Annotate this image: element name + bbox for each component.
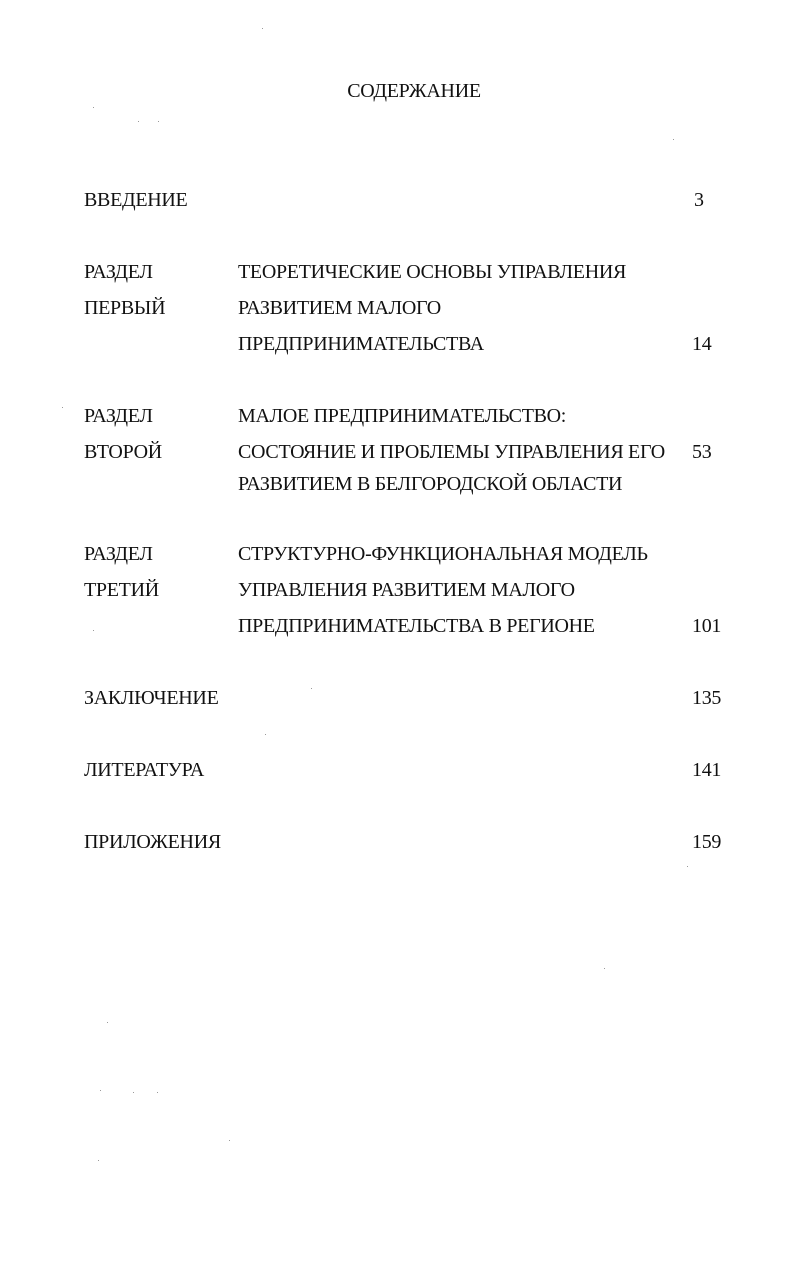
scan-speck [93,630,94,631]
toc-part3-label-number: ТРЕТИЙ [84,579,159,601]
toc-part1-title-line: РАЗВИТИЕМ МАЛОГО [238,297,441,319]
toc-part2-label-number: ВТОРОЙ [84,441,162,463]
scan-speck [138,121,139,122]
toc-part1-label: РАЗДЕЛ [84,261,153,283]
toc-part3-label: РАЗДЕЛ [84,543,153,565]
toc-part1-title-line: ПРЕДПРИНИМАТЕЛЬСТВА [238,333,484,355]
scan-speck [93,107,94,108]
toc-part2-title-line: МАЛОЕ ПРЕДПРИНИМАТЕЛЬСТВО: [238,405,567,427]
scan-speck [100,1090,101,1091]
toc-intro-page: 3 [694,189,704,211]
scan-speck [158,121,159,122]
scan-speck [157,1092,158,1093]
toc-part3-title-line: УПРАВЛЕНИЯ РАЗВИТИЕМ МАЛОГО [238,579,575,601]
scan-speck [265,734,266,735]
toc-part2-title-line: СОСТОЯНИЕ И ПРОБЛЕМЫ УПРАВЛЕНИЯ ЕГО [238,441,665,463]
toc-part3-title-line: СТРУКТУРНО-ФУНКЦИОНАЛЬНАЯ МОДЕЛЬ [238,543,648,565]
scan-speck [311,688,312,689]
toc-part2-label: РАЗДЕЛ [84,405,153,427]
scan-speck [107,1022,108,1023]
toc-conclusion-label: ЗАКЛЮЧЕНИЕ [84,687,219,709]
toc-conclusion-page: 135 [692,687,722,709]
toc-part1-label-number: ПЕРВЫЙ [84,297,166,319]
toc-literature-page: 141 [692,759,722,781]
toc-part2-page: 53 [692,441,712,463]
scan-speck [98,1160,99,1161]
scan-speck [604,968,605,969]
scan-speck [229,1140,230,1141]
page-title: СОДЕРЖАНИЕ [347,80,481,102]
scan-speck [687,866,688,867]
toc-part3-title-line: ПРЕДПРИНИМАТЕЛЬСТВА В РЕГИОНЕ [238,615,595,637]
toc-part1-page: 14 [692,333,712,355]
scan-speck [673,139,674,140]
toc-appendices-label: ПРИЛОЖЕНИЯ [84,831,221,853]
scan-speck [262,28,263,29]
scan-speck [133,1092,134,1093]
scan-speck [62,407,63,408]
toc-part1-title-line: ТЕОРЕТИЧЕСКИЕ ОСНОВЫ УПРАВЛЕНИЯ [238,261,627,283]
toc-literature-label: ЛИТЕРАТУРА [84,759,205,781]
toc-part3-page: 101 [692,615,722,637]
toc-part2-title-line: РАЗВИТИЕМ В БЕЛГОРОДСКОЙ ОБЛАСТИ [238,473,623,495]
toc-appendices-page: 159 [692,831,722,853]
toc-intro-label: ВВЕДЕНИЕ [84,189,188,211]
